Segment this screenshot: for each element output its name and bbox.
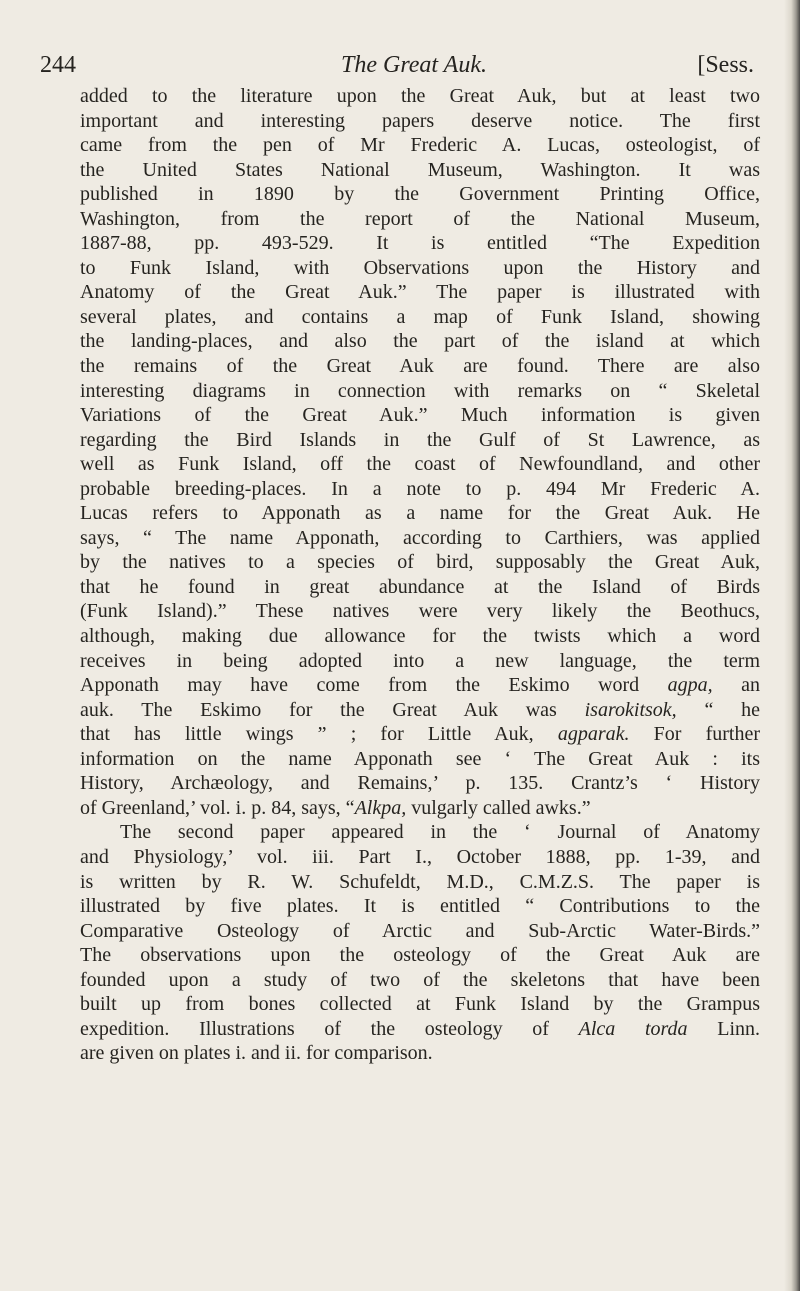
text-line — [80, 845, 760, 870]
text-line — [80, 943, 760, 968]
text-line — [80, 428, 760, 453]
text-line — [80, 992, 760, 1017]
text-line — [80, 771, 760, 796]
text-line — [80, 722, 760, 747]
text-line — [80, 354, 760, 379]
text-run: interesting diagrams in connection with remarks on “ Skeletal — [80, 379, 760, 402]
text-line — [80, 403, 760, 428]
text-line — [80, 747, 760, 772]
italic-text: agparak. — [557, 723, 630, 746]
text-run: information on the name Apponath see ‘ The Great Auk : its — [80, 747, 760, 770]
text-run: The second paper appeared in the ‘ Journal of Anatomy — [120, 821, 760, 844]
text-run: regarding the Bird Islands in the Gulf of St Lawrence, as — [80, 428, 760, 451]
italic-text: Alkpa, — [354, 796, 407, 819]
text-line — [80, 526, 760, 551]
paragraph — [80, 820, 760, 1065]
page-number: 244 — [40, 52, 76, 78]
text-run: by the natives to a species of bird, supposably the Great Auk, — [80, 551, 760, 574]
text-run: “ he — [676, 698, 760, 721]
body-text — [80, 84, 760, 1066]
text-run: Linn. — [687, 1017, 761, 1040]
text-run: the United States National Museum, Washington. It was — [80, 158, 760, 181]
text-line — [80, 820, 760, 845]
text-run: probable breeding-places. In a note to p. 494 Mr Frederic A. — [80, 477, 760, 500]
text-run: Variations of the Great Auk.” Much information is given — [80, 404, 760, 427]
text-run: important and interesting papers deserve notice. The first — [80, 109, 760, 132]
text-run: to Funk Island, with Observations upon the History and — [80, 256, 760, 279]
running-header — [40, 52, 754, 86]
text-run: added to the literature upon the Great Auk, but at least two — [80, 85, 760, 107]
text-line — [80, 796, 760, 821]
text-line — [80, 919, 760, 944]
text-line — [80, 280, 760, 305]
text-run: the landing-places, and also the part of the island at which — [80, 330, 760, 353]
text-run: well as Funk Island, off the coast of Newfoundland, and other — [80, 453, 760, 476]
text-run: that he found in great abundance at the Island of Birds — [80, 575, 760, 598]
text-run: illustrated by five plates. It is entitled “ Contributions to the — [80, 895, 760, 918]
text-run: Lucas refers to Apponath as a name for the Great Auk. He — [80, 502, 760, 525]
text-line — [80, 550, 760, 575]
text-run: auk. The Eskimo for the Great Auk was — [80, 698, 585, 721]
text-line — [80, 84, 760, 109]
text-line — [80, 158, 760, 183]
text-line — [80, 207, 760, 232]
text-line — [80, 870, 760, 895]
text-line — [80, 329, 760, 354]
text-line — [80, 501, 760, 526]
text-line — [80, 133, 760, 158]
text-run: is written by R. W. Schufeldt, M.D., C.M.Z.S. The paper is — [80, 870, 760, 893]
text-run: vulgarly called awks.” — [406, 796, 591, 819]
text-run: For further — [629, 723, 760, 746]
text-run: of Greenland,’ vol. i. p. 84, says, “ — [80, 796, 355, 819]
text-run: built up from bones collected at Funk Island by the Grampus — [80, 993, 760, 1016]
text-line — [80, 256, 760, 281]
paragraph — [80, 84, 760, 820]
book-spine-shadow — [784, 0, 800, 1291]
text-line — [80, 894, 760, 919]
text-line — [80, 1041, 760, 1066]
text-run: that has little wings ” ; for Little Auk, — [80, 723, 558, 746]
text-run: Washington, from the report of the National Museum, — [80, 207, 760, 230]
text-line — [80, 231, 760, 256]
text-line — [80, 109, 760, 134]
text-run: The observations upon the osteology of the Great Auk are — [80, 944, 760, 967]
text-line — [80, 575, 760, 600]
text-run: says, “ The name Apponath, according to Carthiers, was applied — [80, 526, 760, 549]
text-run: the remains of the Great Auk are found. There are also — [80, 355, 760, 378]
text-run: Apponath may have come from the Eskimo word — [80, 674, 668, 697]
text-line — [80, 698, 760, 723]
text-run: founded upon a study of two of the skeletons that have been — [80, 968, 760, 991]
text-line — [80, 649, 760, 674]
text-line — [80, 673, 760, 698]
text-run: (Funk Island).” These natives were very likely the Beothucs, — [80, 600, 760, 623]
text-run: expedition. Illustrations of the osteology of — [80, 1017, 579, 1040]
text-run: several plates, and contains a map of Funk Island, showing — [80, 305, 760, 328]
italic-text: Alca torda — [578, 1017, 688, 1040]
text-line — [80, 624, 760, 649]
text-line — [80, 968, 760, 993]
text-run: History, Archæology, and Remains,’ p. 135. Crantz’s ‘ History — [80, 772, 760, 795]
italic-text: agpa, — [667, 674, 713, 697]
text-run: Comparative Osteology of Arctic and Sub-Arctic Water-Birds.” — [80, 919, 760, 942]
text-line — [80, 1017, 760, 1042]
text-run: an — [712, 674, 760, 697]
text-run: although, making due allowance for the twists which a word — [80, 625, 760, 648]
text-line — [80, 305, 760, 330]
section-marker: [Sess. — [697, 52, 754, 78]
italic-text: isarokitsok, — [584, 698, 677, 721]
text-line — [80, 477, 760, 502]
text-run: Anatomy of the Great Auk.” The paper is illustrated with — [80, 281, 760, 304]
text-run: published in 1890 by the Government Printing Office, — [80, 183, 760, 206]
text-line — [80, 452, 760, 477]
text-run: receives in being adopted into a new language, the term — [80, 649, 760, 672]
running-title: The Great Auk. — [341, 52, 487, 78]
text-run: 1887-88, pp. 493-529. It is entitled “The Expedition — [80, 232, 760, 255]
text-line — [80, 379, 760, 404]
text-run: and Physiology,’ vol. iii. Part I., October 1888, pp. 1-39, and — [80, 845, 760, 868]
text-line — [80, 182, 760, 207]
text-line — [80, 599, 760, 624]
text-run: are given on plates i. and ii. for comparison. — [80, 1042, 433, 1065]
text-run: came from the pen of Mr Frederic A. Lucas, osteologist, of — [80, 134, 760, 157]
